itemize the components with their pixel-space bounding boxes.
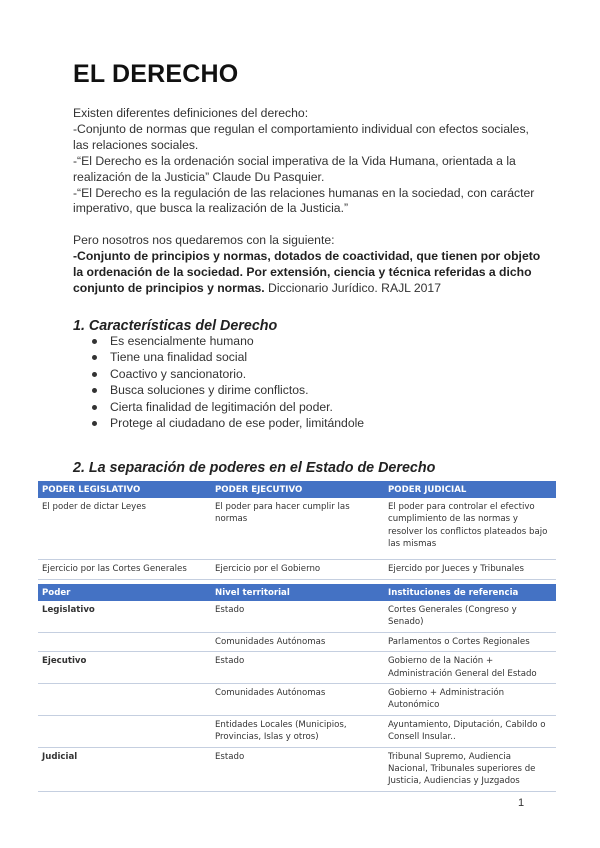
page-number: 1 [518, 797, 525, 809]
page-title: EL DERECHO [73, 60, 239, 88]
list-item: Tiene una finalidad social [90, 349, 364, 365]
table-cell: Parlamentos o Cortes Regionales [384, 632, 556, 651]
definition-text: -Conjunto de principios y normas, dotados de coactividad, que tienen por objeto la ordenación de la sociedad. Por extensión, ciencia y técnica referidas a dicho conjunto de principios y normas. [73, 249, 541, 296]
table-cell: Tribunal Supremo, Audiencia Nacional, Tribunales superiores de Justicia, Audiencias y Juzgados [384, 747, 556, 791]
table-cell [38, 632, 211, 651]
list-item: Cierta finalidad de legitimación del poder. [90, 399, 364, 415]
intro-line: Existen diferentes definiciones del derecho: [73, 106, 309, 120]
intro-lead: Pero nosotros nos quedaremos con la siguiente: [73, 233, 335, 248]
table-cell: Cortes Generales (Congreso y Senado) [384, 601, 556, 632]
table-header: Poder [38, 584, 211, 601]
table-row [38, 560, 556, 580]
table-cell: Estado [211, 747, 384, 791]
table-cell: Entidades Locales (Municipios, Provincias, Islas y otros) [211, 715, 384, 747]
table-cell [38, 684, 211, 716]
characteristics-list [90, 333, 364, 431]
table-header: PODER LEGISLATIVO [38, 481, 211, 498]
definition-paragraph [73, 249, 543, 297]
definition-source: Diccionario Jurídico. RAJL 2017 [264, 281, 441, 296]
table-cell: Ejercido por Jueces y Tribunales [384, 560, 556, 580]
powers-table [38, 481, 556, 580]
table-cell: Ayuntamiento, Diputación, Cabildo o Consell Insular.. [384, 715, 556, 747]
table-row [38, 632, 556, 651]
table-row [38, 601, 556, 632]
table-cell [38, 715, 211, 747]
table-header: Instituciones de referencia [384, 584, 556, 601]
table-cell: El poder de dictar Leyes [38, 498, 211, 560]
intro-line: -“El Derecho es la regulación de las relaciones humanas en la sociedad, con carácter imperativo, que busca la realización de la Justicia.” [73, 185, 535, 216]
table-row [38, 652, 556, 684]
table-cell: Ejercicio por el Gobierno [211, 560, 384, 580]
list-item: Protege al ciudadano de ese poder, limitándole [90, 415, 364, 431]
table-cell: Legislativo [38, 601, 211, 632]
table-header: PODER EJECUTIVO [211, 481, 384, 498]
table-row [38, 747, 556, 791]
table-row [38, 498, 556, 560]
section-heading-caracteristicas: 1. Características del Derecho [73, 318, 278, 334]
intro-line: -Conjunto de normas que regulan el comportamiento individual con efectos sociales, las relaciones sociales. [73, 121, 529, 152]
table-cell: Gobierno de la Nación + Administración General del Estado [384, 652, 556, 684]
table-cell: El poder para hacer cumplir las normas [211, 498, 384, 560]
list-item: Busca soluciones y dirime conflictos. [90, 382, 364, 398]
table-cell: El poder para controlar el efectivo cumplimiento de las normas y resolver los conflictos plateados bajo las mismas [384, 498, 556, 560]
list-item: Coactivo y sancionatorio. [90, 366, 364, 382]
table-cell: Comunidades Autónomas [211, 684, 384, 716]
table-row [38, 715, 556, 747]
table-cell: Ejecutivo [38, 652, 211, 684]
table-cell: Comunidades Autónomas [211, 632, 384, 651]
section-heading-separacion: 2. La separación de poderes en el Estado de Derecho [73, 460, 436, 476]
institutions-table [38, 584, 556, 792]
table-header: PODER JUDICIAL [384, 481, 556, 498]
table-row [38, 684, 556, 716]
table-cell: Estado [211, 652, 384, 684]
list-item: Es esencialmente humano [90, 333, 364, 349]
table-header: Nivel territorial [211, 584, 384, 601]
table-cell: Gobierno + Administración Autonómico [384, 684, 556, 716]
table-cell: Judicial [38, 747, 211, 791]
intro-block [73, 106, 543, 297]
table-cell: Estado [211, 601, 384, 632]
table-cell: Ejercicio por las Cortes Generales [38, 560, 211, 580]
intro-line: -“El Derecho es la ordenación social imperativa de la Vida Humana, orientada a la realización de la Justicia” Claude Du Pasquier. [73, 153, 516, 184]
